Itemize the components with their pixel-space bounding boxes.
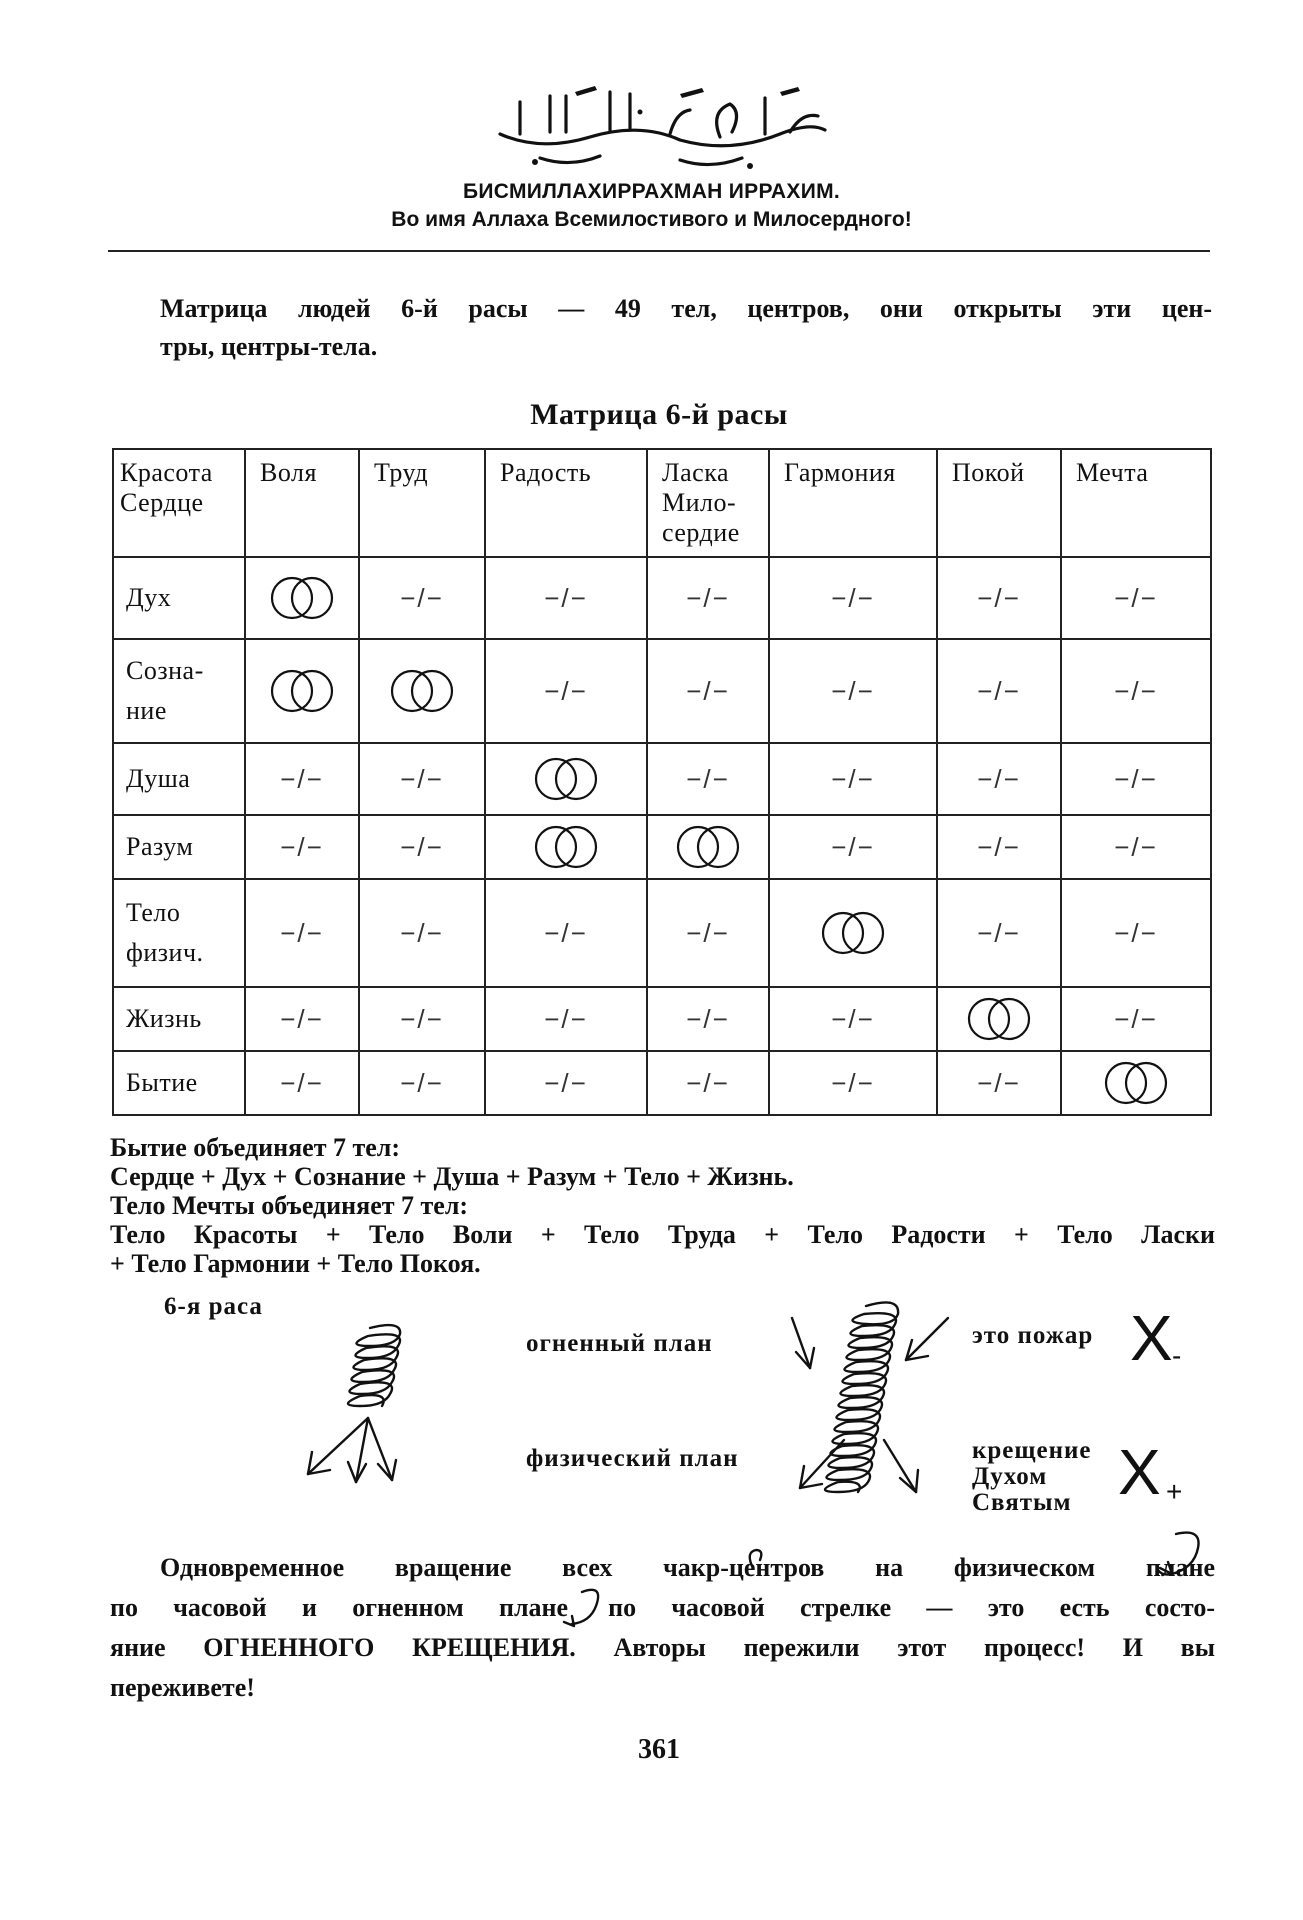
matrix-cell xyxy=(485,639,647,743)
fire-note-label: это пожар xyxy=(972,1322,1094,1349)
dash-mark: −/− xyxy=(280,831,324,862)
race-label: 6-я раса xyxy=(164,1293,263,1320)
matrix-row-label xyxy=(113,987,245,1051)
matrix-row xyxy=(113,743,1211,815)
row-label-text: Разум xyxy=(126,832,194,861)
matrix-cell xyxy=(647,1051,769,1115)
matrix-cell xyxy=(1061,879,1211,987)
column-header-label: Мило- xyxy=(662,488,737,517)
matrix-cell xyxy=(485,557,647,639)
matrix-row xyxy=(113,879,1211,987)
row-label-text: ние xyxy=(126,696,167,725)
matrix-cell xyxy=(647,557,769,639)
basmala-transliteration: БИСМИЛЛАХИРРАХМАН ИРРАХИМ. xyxy=(462,180,841,203)
combination-line: Тело Красоты + Тело Воли + Тело Труда + Тело Радости + Тело Ласки xyxy=(110,1220,1215,1249)
matrix-cell xyxy=(937,879,1061,987)
out-arrow-icon xyxy=(884,1440,916,1492)
matrix-cell xyxy=(485,987,647,1051)
baptism-line: крещение xyxy=(972,1437,1092,1464)
dash-mark: −/− xyxy=(400,1003,444,1034)
dash-mark: −/− xyxy=(400,582,444,613)
matrix-column-header xyxy=(937,449,1061,557)
basmala-calligraphy xyxy=(480,82,840,172)
baptism-line: Святым xyxy=(972,1489,1072,1516)
physical-plane-label: физический план xyxy=(526,1445,739,1472)
matrix-cell xyxy=(937,639,1061,743)
dash-mark: −/− xyxy=(280,917,324,948)
matrix-title: Матрица 6-й расы xyxy=(530,398,788,431)
matrix-cell xyxy=(485,743,647,815)
dash-mark: −/− xyxy=(1114,582,1158,613)
plus-sign: + xyxy=(1166,1476,1183,1507)
x-symbol-minus: X xyxy=(1130,1302,1173,1374)
closing-line-part: по часовой стрелке — это есть состо- xyxy=(608,1593,1216,1622)
column-header-label: Радость xyxy=(500,458,592,487)
dash-mark: −/− xyxy=(544,1067,588,1098)
dash-mark: −/− xyxy=(544,917,588,948)
left-arrow-icon xyxy=(368,1418,392,1480)
matrix-cell xyxy=(647,987,769,1051)
left-arrow-icon xyxy=(356,1418,368,1482)
matrix-cell xyxy=(1061,639,1211,743)
matrix-cell xyxy=(647,639,769,743)
minus-sign: - xyxy=(1172,1340,1182,1371)
matrix-cell xyxy=(1061,1051,1211,1115)
dash-mark: −/− xyxy=(400,1067,444,1098)
dash-mark: −/− xyxy=(686,675,730,706)
matrix-cell xyxy=(769,743,937,815)
page-number: 361 xyxy=(638,1734,680,1765)
out-arrow-icon xyxy=(800,1440,844,1488)
matrix-cell xyxy=(937,987,1061,1051)
matrix-cell xyxy=(769,1051,937,1115)
column-header-label: Покой xyxy=(952,458,1025,487)
matrix-cell xyxy=(359,557,485,639)
matrix-column-header xyxy=(1061,449,1211,557)
column-header-label: Ласка xyxy=(662,458,729,487)
double-ring-icon xyxy=(963,995,1035,1043)
dash-mark: −/− xyxy=(977,831,1021,862)
row-label-text: физич. xyxy=(126,938,204,967)
matrix-cell xyxy=(359,879,485,987)
matrix-row xyxy=(113,639,1211,743)
dash-mark: −/− xyxy=(977,763,1021,794)
matrix-cell xyxy=(245,815,359,879)
combination-line: Бытие объединяет 7 тел: xyxy=(110,1133,401,1162)
baptism-line: Духом xyxy=(972,1463,1048,1490)
matrix-cell xyxy=(485,879,647,987)
matrix-cell xyxy=(769,987,937,1051)
column-header-label: сердие xyxy=(662,518,740,547)
dash-mark: −/− xyxy=(686,1003,730,1034)
dash-mark: −/− xyxy=(831,675,875,706)
dash-mark: −/− xyxy=(400,831,444,862)
matrix-row xyxy=(113,815,1211,879)
right-spiral-icon xyxy=(825,1302,898,1492)
matrix-cell xyxy=(245,1051,359,1115)
column-header-label: Мечта xyxy=(1076,458,1149,487)
double-ring-icon xyxy=(817,909,889,957)
matrix-row xyxy=(113,1051,1211,1115)
dash-mark: −/− xyxy=(977,675,1021,706)
matrix-cell xyxy=(769,879,937,987)
basmala-translation: Во имя Аллаха Всемилостивого и Милосердного! xyxy=(391,208,912,231)
matrix-cell xyxy=(1061,743,1211,815)
fire-plane-label: огненный план xyxy=(526,1330,713,1357)
closing-line-part: по часовой и огненном плане xyxy=(110,1593,569,1622)
dash-mark: −/− xyxy=(686,917,730,948)
dash-mark: −/− xyxy=(977,917,1021,948)
combination-text xyxy=(110,1133,1215,1278)
matrix-row-label xyxy=(113,639,245,743)
left-arrow-icon xyxy=(308,1418,368,1474)
double-ring-icon xyxy=(386,667,458,715)
matrix-row-label xyxy=(113,815,245,879)
down-arrow-icon xyxy=(792,1318,810,1368)
double-ring-icon xyxy=(266,667,338,715)
matrix-column-header xyxy=(359,449,485,557)
closing-line: Одновременное вращение всех чакр-центров на физическом плане xyxy=(160,1553,1215,1582)
row-label-text: Тело xyxy=(126,898,181,927)
matrix-cell xyxy=(647,815,769,879)
closing-line: яние ОГНЕННОГО КРЕЩЕНИЯ. Авторы пережили этот процесс! И вы xyxy=(110,1633,1215,1662)
dash-mark: −/− xyxy=(686,1067,730,1098)
corner-label: Сердце xyxy=(120,488,204,517)
matrix-row-label xyxy=(113,879,245,987)
dash-mark: −/− xyxy=(831,582,875,613)
matrix-cell xyxy=(359,1051,485,1115)
dash-mark: −/− xyxy=(400,763,444,794)
matrix-cell xyxy=(937,557,1061,639)
matrix-cell xyxy=(769,639,937,743)
row-label-text: Созна- xyxy=(126,656,204,685)
dash-mark: −/− xyxy=(544,582,588,613)
corner-label: Красота xyxy=(120,458,213,487)
matrix-cell xyxy=(245,639,359,743)
column-header-label: Воля xyxy=(260,458,317,487)
row-label-text: Душа xyxy=(126,764,191,793)
matrix-cell xyxy=(647,879,769,987)
dash-mark: −/− xyxy=(280,763,324,794)
dash-mark: −/− xyxy=(1114,1003,1158,1034)
baptism-label xyxy=(972,1438,1092,1516)
combination-line: Сердце + Дух + Сознание + Душа + Разум + Тело + Жизнь. xyxy=(110,1162,794,1191)
dash-mark: −/− xyxy=(831,1003,875,1034)
matrix-cell xyxy=(937,815,1061,879)
intro-paragraph xyxy=(160,290,1212,366)
column-header-label: Труд xyxy=(374,458,429,487)
matrix-corner-cell xyxy=(113,449,245,557)
double-ring-icon xyxy=(672,823,744,871)
dash-mark: −/− xyxy=(544,675,588,706)
double-ring-icon xyxy=(1100,1059,1172,1107)
dash-mark: −/− xyxy=(977,582,1021,613)
dash-mark: −/− xyxy=(1114,831,1158,862)
dash-mark: −/− xyxy=(280,1003,324,1034)
left-spiral-icon xyxy=(348,1325,400,1406)
combination-line: Тело Мечты объединяет 7 тел: xyxy=(110,1191,469,1220)
matrix-cell xyxy=(359,815,485,879)
x-symbol-plus: X xyxy=(1118,1436,1161,1508)
matrix-cell xyxy=(769,815,937,879)
matrix-cell xyxy=(647,743,769,815)
matrix-header-row xyxy=(113,449,1211,557)
dash-mark: −/− xyxy=(831,831,875,862)
double-ring-icon xyxy=(530,823,602,871)
dash-mark: −/− xyxy=(280,1067,324,1098)
dash-mark: −/− xyxy=(1114,763,1158,794)
down-arrow-icon xyxy=(906,1318,948,1360)
combination-line: + Тело Гармонии + Тело Покоя. xyxy=(110,1249,481,1278)
matrix-row-label xyxy=(113,743,245,815)
matrix-cell xyxy=(937,1051,1061,1115)
matrix-cell xyxy=(359,987,485,1051)
matrix-column-header xyxy=(647,449,769,557)
matrix-cell xyxy=(485,1051,647,1115)
matrix-cell xyxy=(1061,987,1211,1051)
matrix-cell xyxy=(485,815,647,879)
row-label-text: Жизнь xyxy=(126,1004,202,1033)
matrix-cell xyxy=(245,987,359,1051)
dash-mark: −/− xyxy=(544,1003,588,1034)
dash-mark: −/− xyxy=(400,917,444,948)
matrix-row xyxy=(113,987,1211,1051)
matrix-row xyxy=(113,557,1211,639)
dash-mark: −/− xyxy=(831,1067,875,1098)
double-ring-icon xyxy=(266,574,338,622)
row-label-text: Бытие xyxy=(126,1068,198,1097)
matrix-cell xyxy=(245,743,359,815)
double-ring-icon xyxy=(530,755,602,803)
dash-mark: −/− xyxy=(831,763,875,794)
dash-mark: −/− xyxy=(686,763,730,794)
matrix-cell xyxy=(1061,815,1211,879)
matrix-cell xyxy=(245,557,359,639)
matrix-row-label xyxy=(113,1051,245,1115)
matrix-cell xyxy=(769,557,937,639)
dash-mark: −/− xyxy=(977,1067,1021,1098)
matrix-cell xyxy=(245,879,359,987)
dash-mark: −/− xyxy=(1114,675,1158,706)
matrix-row-label xyxy=(113,557,245,639)
dash-mark: −/− xyxy=(1114,917,1158,948)
row-label-text: Дух xyxy=(126,583,172,612)
matrix-column-header xyxy=(769,449,937,557)
matrix-cell xyxy=(1061,557,1211,639)
intro-line: Матрица людей 6-й расы — 49 тел, центров, они открыты эти цен- xyxy=(160,294,1212,323)
closing-line: переживете! xyxy=(110,1673,255,1702)
matrix-table xyxy=(112,448,1212,1116)
matrix-cell xyxy=(359,639,485,743)
matrix-cell xyxy=(937,743,1061,815)
header-divider xyxy=(108,250,1210,252)
closing-paragraph xyxy=(110,1548,1215,1708)
column-header-label: Гармония xyxy=(784,458,896,487)
dash-mark: −/− xyxy=(686,582,730,613)
matrix-cell xyxy=(359,743,485,815)
closing-line xyxy=(110,1588,1215,1628)
intro-line: тры, центры-тела. xyxy=(160,332,378,361)
matrix-column-header xyxy=(485,449,647,557)
matrix-column-header xyxy=(245,449,359,557)
